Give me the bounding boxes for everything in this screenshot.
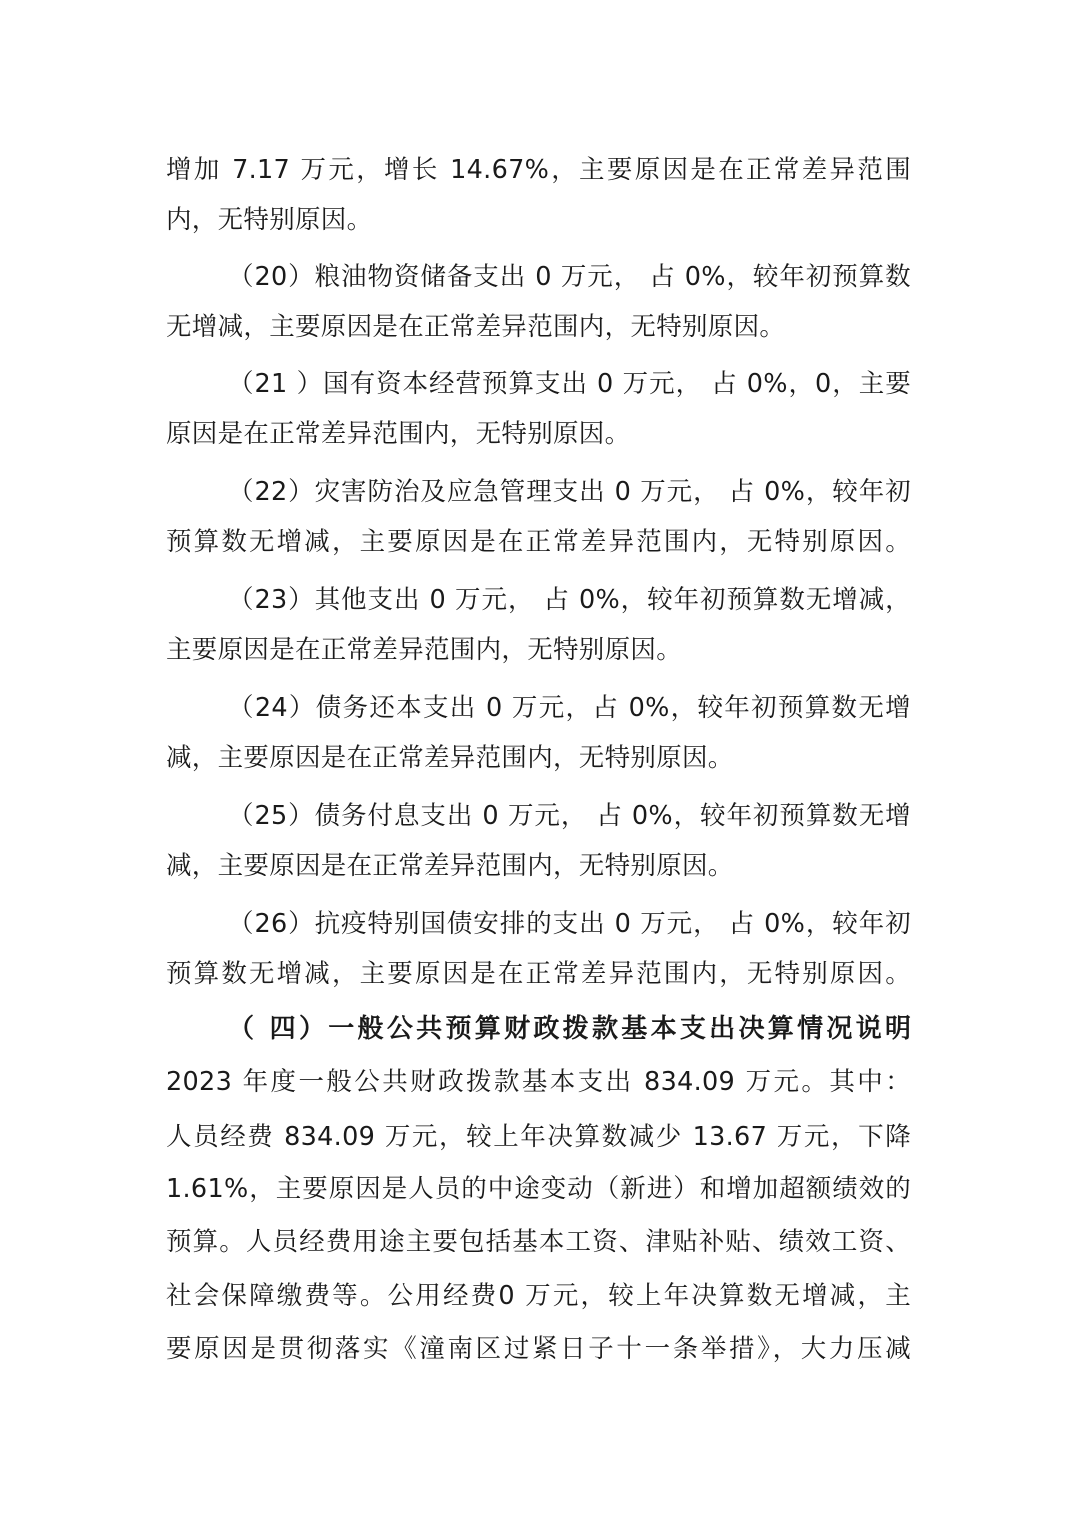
text-line: （24）债务还本支出 0 万元，占 0%，较年初预算数无增 <box>228 693 911 723</box>
text-line: 减，主要原因是在正常差异范围内，无特别原因。 <box>166 743 734 773</box>
text-line: 减，主要原因是在正常差异范围内，无特别原因。 <box>166 851 734 881</box>
text-line: （23）其他支出 0 万元， 占 0%，较年初预算数无增减， <box>228 585 911 615</box>
text-line: 增加 7.17 万元，增长 14.67%，主要原因是在正常差异范围 <box>166 155 911 185</box>
text-line: （22）灾害防治及应急管理支出 0 万元， 占 0%，较年初 <box>228 477 911 507</box>
text-line: 1.61%，主要原因是人员的中途变动（新进）和增加超额绩效的 <box>166 1174 911 1204</box>
text-line: 人员经费 834.09 万元，较上年决算数减少 13.67 万元，下降 <box>166 1122 911 1152</box>
text-line: 社会保障缴费等。公用经费0 万元，较上年决算数无增减，主 <box>166 1281 911 1311</box>
text-line: 内，无特别原因。 <box>166 205 373 235</box>
text-line: 预算数无增减，主要原因是在正常差异范围内，无特别原因。 <box>166 959 911 989</box>
text-line: 预算数无增减，主要原因是在正常差异范围内，无特别原因。 <box>166 527 911 557</box>
text-line: （25）债务付息支出 0 万元， 占 0%，较年初预算数无增 <box>228 801 911 831</box>
text-line: 无增减，主要原因是在正常差异范围内，无特别原因。 <box>166 312 786 342</box>
text-line: 2023 年度一般公共财政拨款基本支出 834.09 万元。其中： <box>166 1067 911 1097</box>
section-heading: （ 四）一般公共预算财政拨款基本支出决算情况说明 <box>228 1014 911 1044</box>
text-line: 主要原因是在正常差异范围内，无特别原因。 <box>166 635 683 665</box>
text-line: （26）抗疫特别国债安排的支出 0 万元， 占 0%，较年初 <box>228 909 911 939</box>
text-line: 原因是在正常差异范围内，无特别原因。 <box>166 419 631 449</box>
text-line: 要原因是贯彻落实《潼南区过紧日子十一条举措》，大力压减 <box>166 1334 911 1364</box>
text-line: （21 ）国有资本经营预算支出 0 万元， 占 0%，0，主要 <box>228 369 911 399</box>
text-line: 预算。人员经费用途主要包括基本工资、津贴补贴、绩效工资、 <box>166 1227 911 1257</box>
text-line: （20）粮油物资储备支出 0 万元， 占 0%，较年初预算数 <box>228 262 911 292</box>
